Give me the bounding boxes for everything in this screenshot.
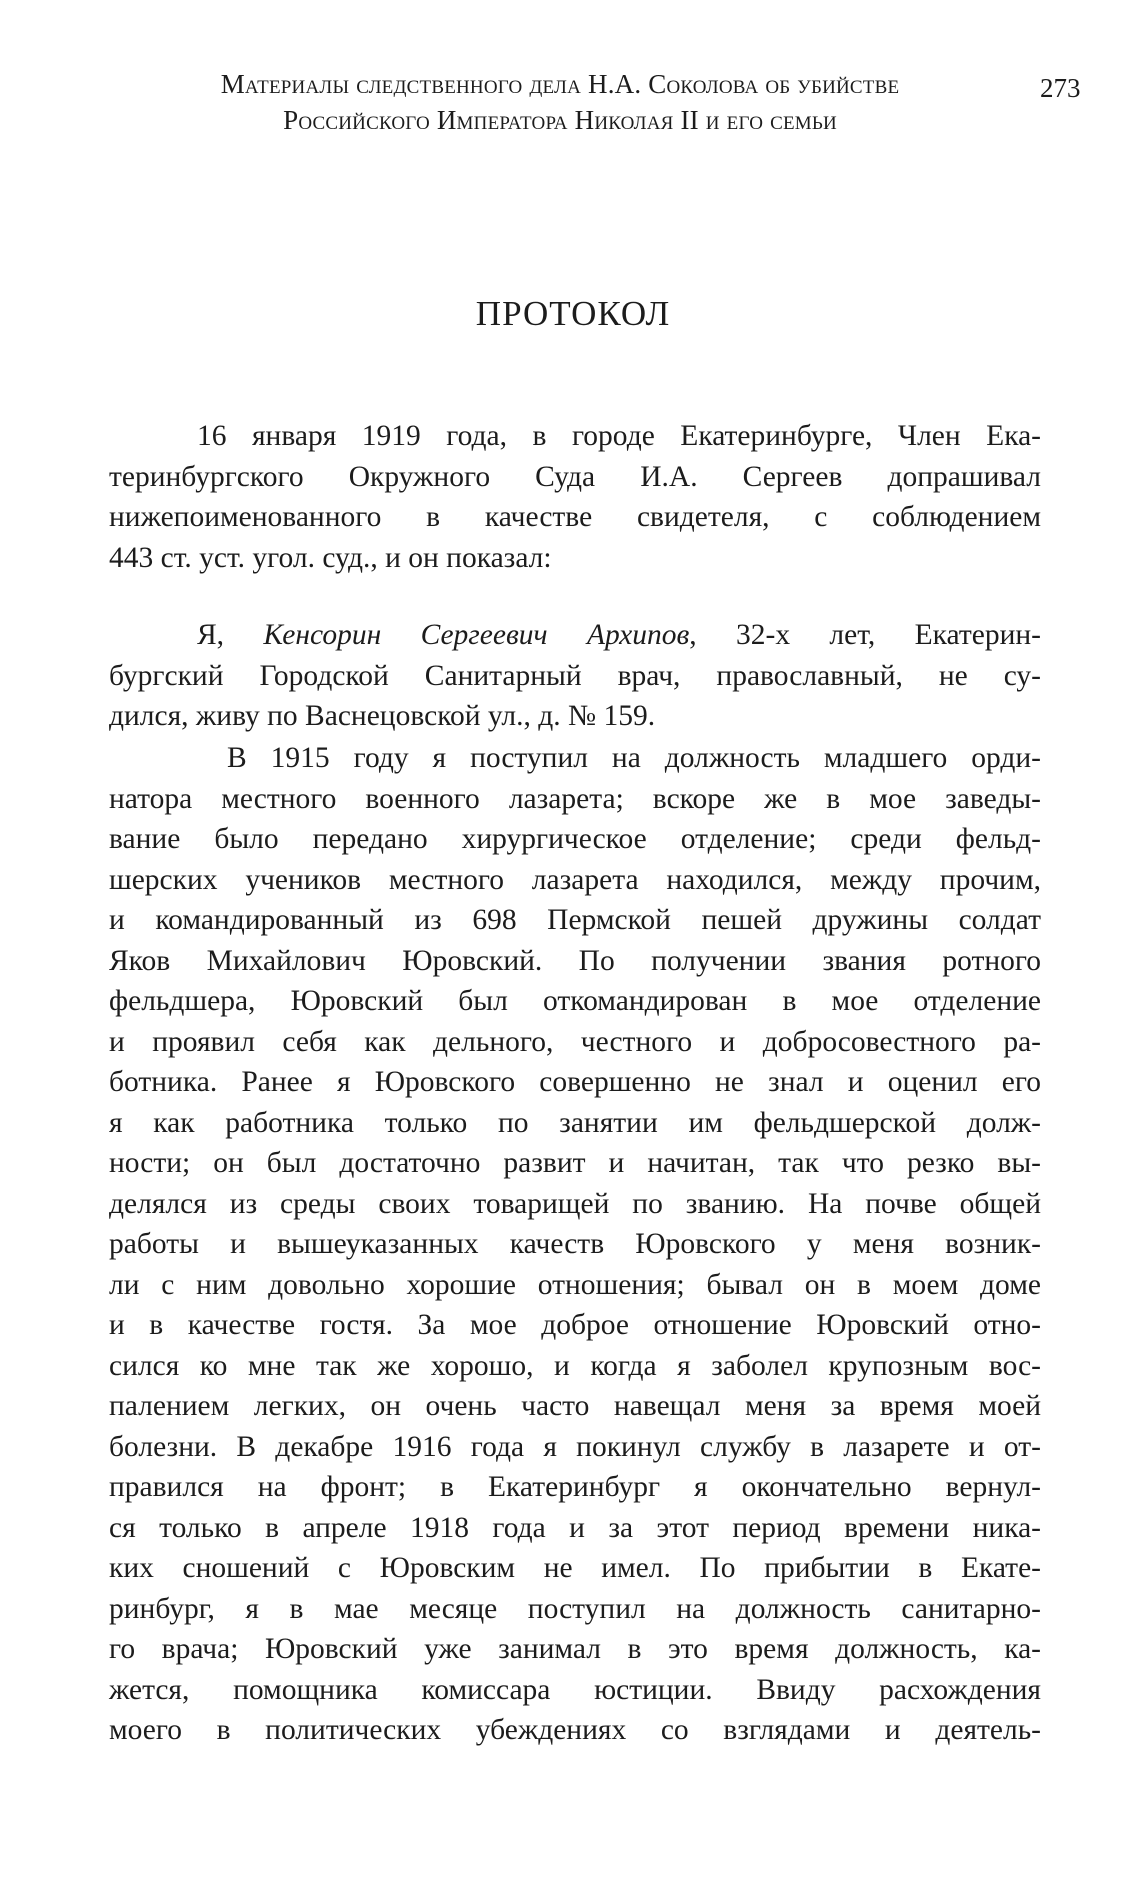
testimony-line: ности; он был достаточно развит и начитан, так что резко вы-	[109, 1147, 1041, 1179]
witness-details: , 32-х лет, Екатерин-	[689, 619, 1042, 651]
testimony-line: и командированный из 698 Пермской пешей дружины солдат	[109, 904, 1041, 936]
testimony-line: ся только в апреле 1918 года и за этот период времени ника-	[109, 1511, 1041, 1544]
testimony-line: ких сношений с Юровским не имел. По прибытии в Екате-	[109, 1552, 1041, 1584]
testimony-line: жется, помощника комиссара юстиции. Ввиду расхождения	[109, 1673, 1041, 1706]
testimony-line: ли с ним довольно хорошие отношения; бывал он в моем доме	[109, 1268, 1041, 1301]
testimony-line: сился ко мне так же хорошо, и когда я заболел крупозным вос-	[109, 1349, 1041, 1382]
intro-line: теринбургского Окружного Суда И.А. Сергеев допрашивал	[109, 460, 1041, 493]
document-title: ПРОТОКОЛ	[475, 294, 671, 333]
page-number: 273	[1040, 73, 1081, 103]
running-head	[140, 66, 980, 138]
running-head-line-1: Материалы следственного дела Н.А. Соколова об убийстве	[220, 69, 900, 99]
testimony-line: палением легких, он очень часто навещал меня за время моей	[109, 1390, 1041, 1422]
testimony-paragraph	[109, 738, 1041, 1751]
intro-paragraph	[109, 416, 1041, 578]
intro-line: 443 ст. уст. угол. суд., и он показал:	[109, 541, 552, 574]
testimony-line: вание было передано хирургическое отделение; среди фельд-	[109, 823, 1041, 855]
testimony-line: работы и вышеуказанных качеств Юровского у меня возник-	[109, 1228, 1041, 1260]
testimony-line: го врача; Юровский уже занимал в это время должность, ка-	[109, 1633, 1041, 1665]
intro-line: 16 января 1919 года, в городе Екатеринбурге, Член Ека-	[197, 420, 1041, 452]
witness-paragraph	[109, 615, 1041, 737]
witness-line	[109, 615, 1041, 656]
testimony-line: натора местного военного лазарета; вскоре же в мое заведы-	[109, 782, 1041, 815]
testimony-line: делялся из среды своих товарищей по званию. На почве общей	[109, 1187, 1041, 1220]
testimony-line: моего в политических убеждениях со взглядами и деятель-	[109, 1714, 1041, 1746]
testimony-line: ботника. Ранее я Юровского совершенно не знал и оценил его	[109, 1066, 1041, 1098]
intro-line: нижепоименованного в качестве свидетеля, с соблюдением	[109, 501, 1041, 533]
running-head-line-2: Российского Императора Николая II и его семьи	[283, 105, 837, 135]
witness-name: Кенсорин Сергеевич Архипов	[263, 619, 690, 651]
testimony-line: правился на фронт; в Екатеринбург я окончательно вернул-	[109, 1471, 1041, 1503]
testimony-line: и в качестве гостя. За мое доброе отношение Юровский отно-	[109, 1309, 1041, 1341]
testimony-line: и проявил себя как дельного, честного и добросовестного ра-	[109, 1025, 1041, 1058]
testimony-line: шерских учеников местного лазарета находился, между прочим,	[109, 863, 1041, 896]
testimony-line: болезни. В декабре 1916 года я покинул службу в лазарете и от-	[109, 1430, 1041, 1463]
testimony-line: Яков Михайлович Юровский. По получении звания ротного	[109, 944, 1041, 977]
testimony-line: В 1915 году я поступил на должность младшего орди-	[227, 742, 1041, 774]
testimony-line: фельдшера, Юровский был откомандирован в мое отделение	[109, 985, 1041, 1017]
testimony-line: я как работника только по занятии им фельдшерской долж-	[109, 1106, 1041, 1139]
witness-line: бургский Городской Санитарный врач, православный, не су-	[109, 659, 1041, 692]
testimony-line: ринбург, я в мае месяце поступил на должность санитарно-	[109, 1592, 1041, 1625]
witness-line: дился, живу по Васнецовской ул., д. № 159.	[109, 700, 656, 732]
witness-prefix: Я,	[197, 619, 264, 651]
